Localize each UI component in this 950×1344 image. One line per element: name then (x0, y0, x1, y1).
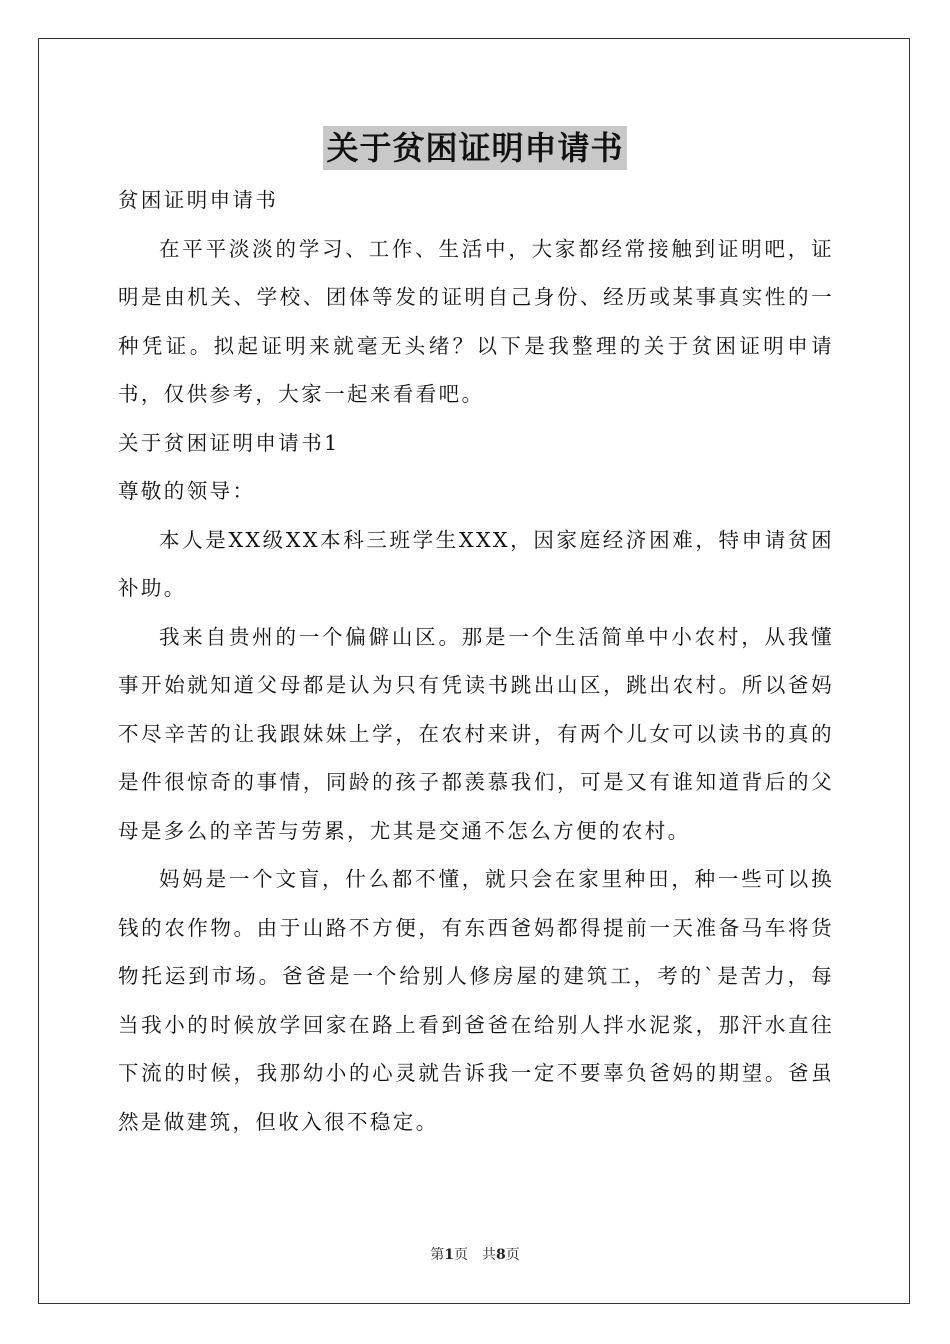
page-mid: 页 共 (454, 1247, 496, 1263)
section-heading: 关于贫困证明申请书1 (118, 430, 340, 455)
body-paragraph: 我来自贵州的一个偏僻山区。那是一个生活简单中小农村，从我懂事开始就知道父母都是认为只有凭读书跳出山区，跳出农村。所以爸妈不尽辛苦的让我跟妹妹上学，在农村来讲，有两个儿女可以读书的真的是件很惊奇的事情，同龄的孩子都羡慕我们，可是又有谁知道背后的父母是多么的辛苦与劳累，尤其是交通不怎么方便的农村。 (118, 624, 834, 843)
subtitle-paragraph: 贫困证明申请书 (118, 188, 279, 212)
page-total: 8 (496, 1247, 506, 1263)
title-container (0, 126, 950, 170)
body-paragraph: 妈妈是一个文盲，什么都不懂，就只会在家里种田，种一些可以换钱的农作物。由于山路不方便，有东西爸妈都得提前一天准备马车将货物托运到市场。爸爸是一个给别人修房屋的建筑工，考的`是苦力，每当我小的时候放学回家在路上看到爸爸在给别人拌水泥浆，那汗水直往下流的时候，我那幼小的心灵就告诉我一定不要辜负爸妈的期望。爸虽然是做建筑，但收入很不稳定。 (118, 867, 834, 1134)
page-suffix: 页 (505, 1247, 520, 1263)
body-paragraph: 本人是XX级XX本科三班学生XXX，因家庭经济困难，特申请贫困补助。 (118, 527, 834, 600)
page-prefix: 第 (430, 1247, 445, 1263)
page-footer (0, 1244, 950, 1264)
salutation: 尊敬的领导： (118, 479, 256, 503)
page-current: 1 (444, 1247, 454, 1263)
intro-paragraph: 在平平淡淡的学习、工作、生活中，大家都经常接触到证明吧，证明是由机关、学校、团体等发的证明自己身份、经历或某事真实性的一种凭证。拟起证明来就毫无头绪？以下是我整理的关于贫困证明申请书，仅供参考，大家一起来看看吧。 (118, 236, 834, 406)
document-title: 关于贫困证明申请书 (323, 126, 626, 170)
document-body (118, 176, 834, 1146)
